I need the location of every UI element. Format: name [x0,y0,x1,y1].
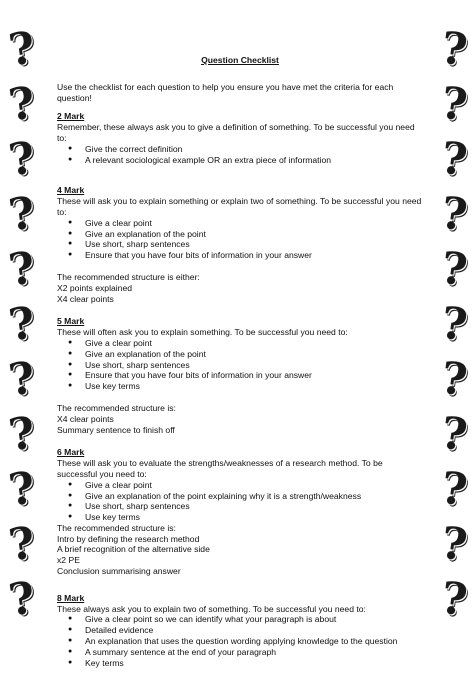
list-item: ● Use key terms [85,381,423,392]
structure-line: x2 PE [57,555,80,566]
question-mark-icon: ? [5,22,39,77]
criteria-list [57,338,423,392]
question-mark-icon: ? [437,187,471,242]
list-item: ● Use short, sharp sentences [85,239,423,250]
section-heading: 2 Mark [57,111,85,122]
section-description: These will often ask you to explain something. To be successful you need to: [57,327,348,338]
question-mark-icon: ? [5,132,39,187]
list-item: ● Give an explanation of the point explaining why it is a strength/weakness [85,491,423,502]
list-item: ● Give an explanation of the point [85,349,423,360]
question-mark-icon: ? [437,242,471,297]
list-item: ● An explanation that uses the question wording applying knowledge to the question [85,636,423,647]
question-mark-icon: ? [5,352,39,407]
list-item: ● Key terms [85,658,423,669]
question-mark-icon: ? [5,462,39,517]
question-mark-icon: ? [437,132,471,187]
section-description: These always ask you to explain two of something. To be successful you need to: [57,603,366,614]
section-description: These will ask you to evaluate the strengths/weaknesses of a research method. To be successful you need to: [57,458,383,479]
section-4-mark [57,185,423,304]
question-mark-icon: ? [5,572,39,627]
structure-title: The recommended structure is: [57,402,176,413]
section-8-mark [57,593,423,669]
structure-line: Summary sentence to finish off [57,424,175,435]
list-item: ● Detailed evidence [85,625,423,636]
checklist-content [57,55,423,680]
question-mark-icon: ? [5,77,39,132]
list-item: ● Give the correct definition [85,144,423,155]
section-heading: 4 Mark [57,185,85,196]
list-item: ● Give a clear point [85,218,423,229]
section-2-mark [57,111,423,165]
criteria-list [57,144,423,166]
structure-title: The recommended structure is: [57,522,176,533]
right-question-mark-border [434,22,474,627]
list-item: ● Ensure that you have four bits of information in your answer [85,250,423,261]
structure-line: Intro by defining the research method [57,533,200,544]
list-item: ● Give a clear point so we can identify what your paragraph is about [85,614,423,625]
section-heading: 8 Mark [57,592,85,603]
list-item: ● Use short, sharp sentences [85,501,423,512]
question-mark-icon: ? [437,517,471,572]
section-heading: 5 Mark [57,316,85,327]
section-heading: 6 Mark [57,447,85,458]
left-question-mark-border [2,22,42,627]
question-mark-icon: ? [5,517,39,572]
question-mark-icon: ? [5,242,39,297]
structure-line: Conclusion summarising answer [57,566,181,577]
question-mark-icon: ? [437,22,471,77]
question-mark-icon: ? [5,297,39,352]
question-mark-icon: ? [437,352,471,407]
structure-line: X4 clear points [57,413,114,424]
structure-line: X4 clear points [57,293,114,304]
question-mark-icon: ? [5,407,39,462]
criteria-list [57,218,423,261]
structure-line: X2 points explained [57,282,133,293]
list-item: ● A relevant sociological example OR an extra piece of information [85,155,423,166]
question-mark-icon: ? [437,462,471,517]
section-description: Remember, these always ask you to give a definition of something. To be successful you need to: [57,122,415,143]
page-title: Question Checklist [201,55,279,65]
list-item: ● Give an explanation of the point [85,229,423,240]
intro-text: Use the checklist for each question to help you ensure you have met the criteria for each question! [57,81,394,103]
question-mark-icon: ? [437,77,471,132]
question-mark-icon: ? [437,572,471,627]
question-mark-icon: ? [437,407,471,462]
section-6-mark [57,447,423,577]
list-item: ● Give a clear point [85,480,423,491]
section-description: These will ask you to explain something or explain two of something. To be successful you need to: [57,196,422,217]
list-item: ● Use short, sharp sentences [85,360,423,371]
criteria-list [57,614,423,668]
structure-title: The recommended structure is either: [57,271,200,282]
question-mark-icon: ? [437,297,471,352]
structure-line: A brief recognition of the alternative side [57,544,210,555]
list-item: ● Ensure that you have four bits of information in your answer [85,370,423,381]
question-mark-icon: ? [5,187,39,242]
list-item: ● Give a clear point [85,338,423,349]
list-item: ● A summary sentence at the end of your paragraph [85,647,423,658]
list-item: ● Use key terms [85,512,423,523]
criteria-list [57,480,423,523]
section-5-mark [57,316,423,435]
